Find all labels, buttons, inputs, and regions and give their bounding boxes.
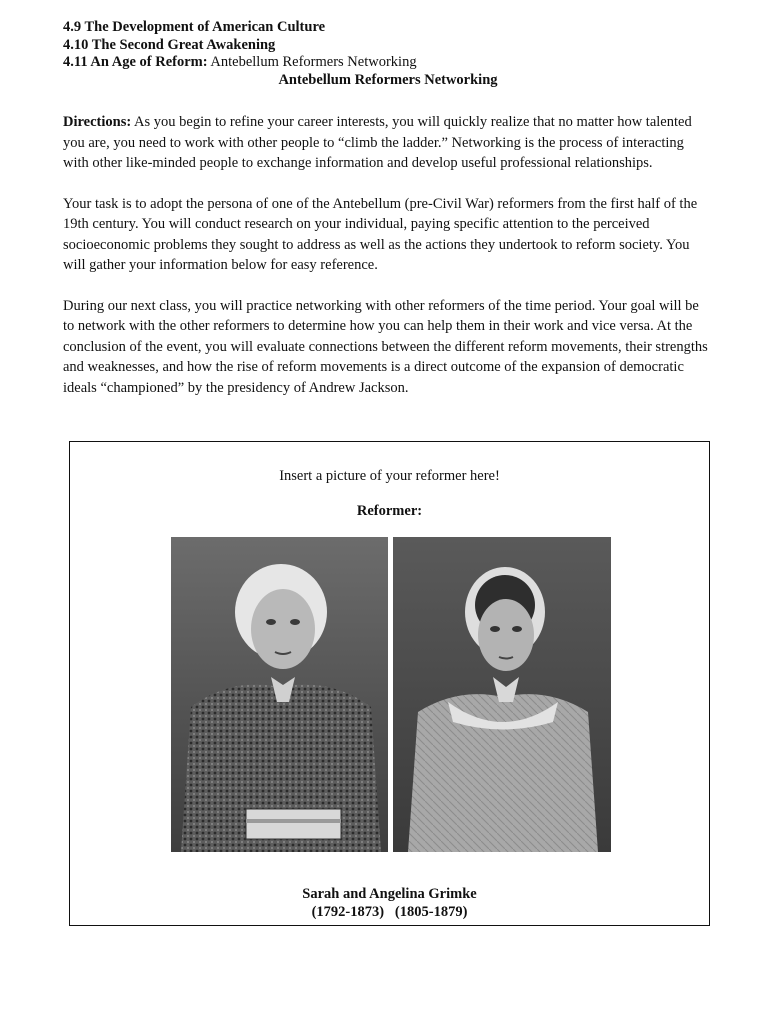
reformer-box	[69, 441, 710, 926]
unit-heading-4-10-text: 4.10 The Second Great Awakening	[63, 36, 276, 53]
reformer-caption-names: Sarah and Angelina Grimke	[302, 886, 477, 902]
task-paragraph: Your task is to adopt the persona of one of the Antebellum (pre-Civil War) reformers from the first half of the 19th century. You will conduct research on your individual, paying specific attention to the perceived socioeconomic problems they sought to address as well as the actions they undertook to reform society. You will gather your information below for easy reference.	[63, 195, 698, 273]
directions-label: Directions:	[63, 114, 132, 130]
reformer-portraits	[171, 537, 611, 852]
unit-heading-4-9	[63, 19, 713, 37]
directions-text: As you begin to refine your career interests, you will quickly realize that no matter how talented you are, you need to work with other people to “climb the ladder.” Networking is the process of interacting with other like-minded people to exchange information and develop useful professional relationships.	[63, 114, 692, 171]
portrait-sarah-image	[171, 537, 388, 852]
unit-heading-4-11-text: Antebellum Reformers Networking	[207, 54, 417, 70]
unit-heading-4-11	[63, 54, 713, 72]
insert-picture-prompt: Insert a picture of your reformer here!	[279, 468, 500, 484]
reformer-caption-dates: (1792-1873) (1805-1879)	[311, 904, 468, 920]
class-paragraph: During our next class, you will practice networking with other reformers of the time period. Your goal will be to network with the other reformers to determine how you can help them in their work and vice versa. At the conclusion of the event, you will evaluate connections between the different reform movements, their strengths and weaknesses, and how the rise of reform movements is a direct outcome of the expansion of democratic ideals “championed” by the presidency of Andrew Jackson.	[63, 297, 708, 396]
unit-heading-4-11-label: 4.11 An Age of Reform:	[63, 54, 208, 70]
directions-paragraph	[63, 112, 713, 174]
unit-heading-4-9-text: 4.9 The Development of American Culture	[63, 19, 326, 35]
reformer-label: Reformer:	[356, 503, 423, 519]
page-title: Antebellum Reformers Networking	[278, 71, 498, 88]
portrait-angelina-grimke	[393, 537, 611, 852]
portrait-sarah-grimke	[171, 537, 388, 852]
document-page	[63, 19, 713, 398]
portrait-angelina-image	[393, 537, 611, 852]
unit-heading-4-10	[63, 37, 713, 55]
